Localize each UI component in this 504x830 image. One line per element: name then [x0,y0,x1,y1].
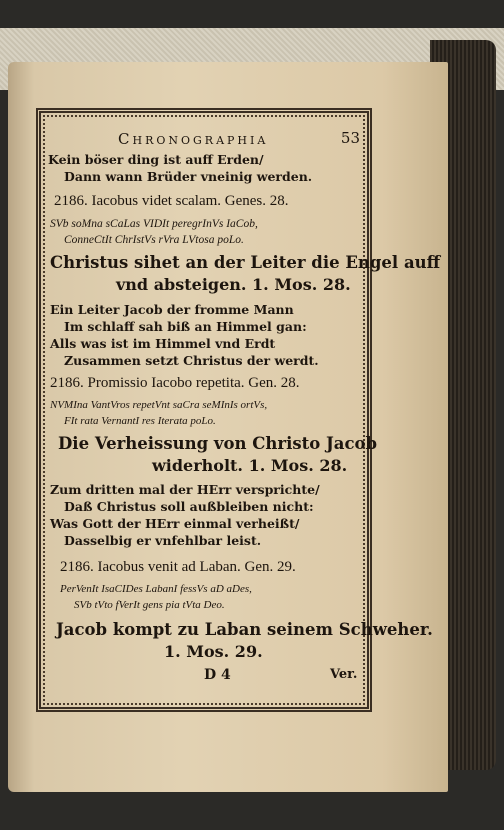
chronogram-line: FIt rata VernantI res Iterata poLo. [64,415,216,427]
chronogram-line: SVb soMna sCaLas VIDIt peregrInVs IaCob, [50,218,258,230]
catchword: Ver. [330,667,358,682]
german-heading: widerholt. 1. Mos. 28. [152,456,348,475]
running-header [48,128,366,148]
verse-line: Alls was ist im Himmel vnd Erdt [50,336,276,351]
german-heading: Jacob kompt zu Laban seinem Schweher. [56,620,433,639]
verse-line: Daß Christus soll außbleiben nicht: [64,499,314,514]
chronogram-line: NVMIna VantVros repetVnt saCra seMInIs ortVs, [50,399,268,411]
verse-line: Ein Leiter Jacob der fromme Mann [50,302,294,317]
verse-line: Was Gott der HErr einmal verheißt/ [50,516,300,531]
year-heading: 2186. Iacobus venit ad Laban. Gen. 29. [60,559,296,575]
german-heading: 1. Mos. 29. [164,642,263,661]
german-heading: Christus sihet an der Leiter die Engel auff [50,253,441,272]
chronogram-line: PerVenIt IsaCIDes LabanI fessVs aD aDes, [60,583,252,595]
text-line: Kein böser ding ist auff Erden/ [48,152,264,167]
verse-line: Dasselbig er vnfehlbar leist. [64,533,262,548]
german-heading: vnd absteigen. 1. Mos. 28. [116,275,351,294]
running-title: Chronographia [118,130,269,148]
german-heading: Die Verheissung von Christo Jacob [58,434,378,453]
year-heading: 2186. Iacobus videt scalam. Genes. 28. [54,193,289,209]
verse-line: Zum dritten mal der HErr versprichte/ [50,482,320,497]
signature-mark: D 4 [204,667,231,683]
page-number: 53 [340,129,360,147]
year-heading: 2186. Promissio Iacobo repetita. Gen. 28. [50,375,300,391]
text-line: Dann wann Brüder vneinig werden. [64,169,313,184]
verse-line: Im schlaff sah biß an Himmel gan: [64,319,307,334]
verse-line: Zusammen setzt Christus der werdt. [64,353,319,368]
chronogram-line: ConneCtIt ChrIstVs rVra LVtosa poLo. [64,234,244,246]
chronogram-line: SVb tVto fVerIt gens pia tVta Deo. [74,599,225,611]
